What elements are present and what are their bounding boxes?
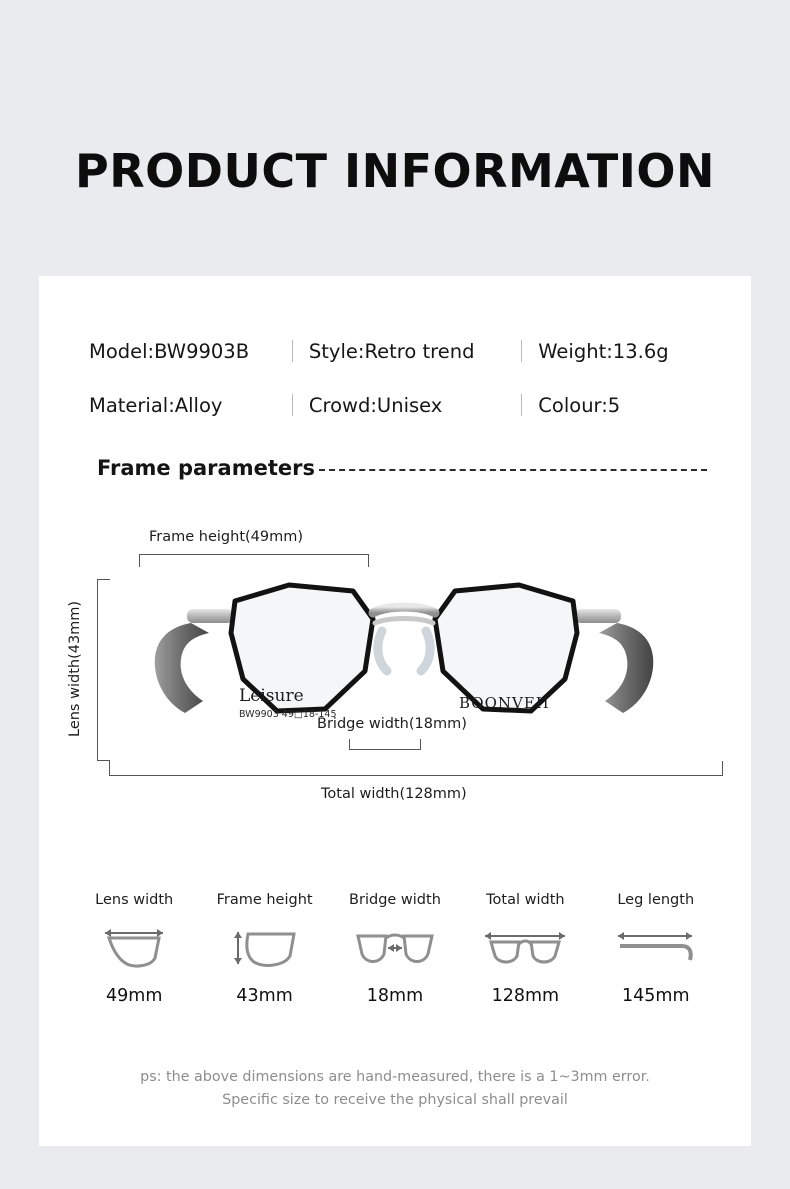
frame-height-icon [199,920,329,976]
footnote [39,1066,751,1112]
dimension-item [199,892,329,1006]
footnote-line-2: Specific size to receive the physical shall prevail [222,1092,568,1108]
dimension-item [591,892,721,1006]
info-card [39,276,751,1146]
spec-divider [521,340,522,362]
model-engraving-text: BW9903 49□18-145 [239,709,337,720]
bridge-width-measure-label: Bridge width(18mm) [317,716,467,732]
brand-left-text: Leisure [239,686,304,706]
leg-length-icon [591,920,721,976]
dashed-rule [319,469,707,471]
spec-table [89,324,709,432]
spec-divider [292,340,293,362]
dimension-value: 43mm [236,986,293,1006]
dimension-value: 49mm [106,986,163,1006]
total-width-icon [460,920,590,976]
dimension-item [330,892,460,1006]
spec-crowd: Crowd:Unisex [308,393,443,417]
dimension-label: Frame height [216,892,313,908]
spec-material: Material:Alloy [89,393,223,417]
dimension-label: Total width [486,892,565,908]
lens-width-icon [69,920,199,976]
spec-style: Style:Retro trend [308,339,475,363]
spec-weight: Weight:13.6g [538,339,669,363]
dimension-value: 128mm [491,986,560,1006]
brand-right-text: BOONVEII [459,694,550,712]
dimension-label: Leg length [617,892,695,908]
total-width-measure-label: Total width(128mm) [321,786,467,802]
spec-row [89,324,709,378]
footnote-line-1: ps: the above dimensions are hand-measured, there is a 1~3mm error. [140,1069,650,1085]
dimension-value: 18mm [366,986,424,1006]
page-title: PRODUCT INFORMATION [75,144,715,198]
dimension-list [69,892,721,1006]
spec-colour: Colour:5 [538,393,621,417]
dimension-value: 145mm [622,986,690,1006]
frame-parameters-heading [97,456,707,480]
lens-width-measure-label: Lens width(43mm) [67,600,83,738]
bridge-width-bracket [349,739,421,750]
dimension-item [69,892,199,1006]
dimension-label: Bridge width [349,892,441,908]
frame-height-measure-label: Frame height(49mm) [149,529,304,545]
lens-width-bracket [97,579,110,761]
frame-parameters-label: Frame parameters [97,456,315,480]
frame-diagram [39,521,751,871]
spec-divider [292,394,293,416]
total-width-bracket [109,761,723,776]
spec-row [89,378,709,432]
bridge-width-icon [330,920,460,976]
dimension-label: Lens width [95,892,174,908]
title-band [0,0,790,275]
spec-divider [521,394,522,416]
spec-model: Model:BW9903B [89,339,250,363]
dimension-item [460,892,590,1006]
